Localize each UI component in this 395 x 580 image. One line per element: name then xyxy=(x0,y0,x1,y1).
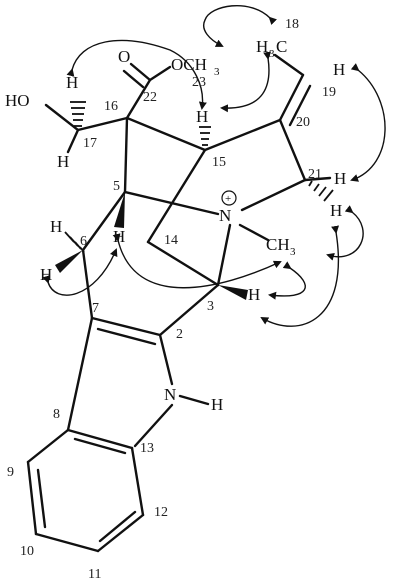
n-methyl-label: CH xyxy=(266,235,290,254)
n-methyl-sub: 3 xyxy=(290,246,296,258)
bond-n1-h xyxy=(180,396,208,404)
indole-n-label: N xyxy=(164,385,177,404)
bond-c15-c14 xyxy=(148,150,205,242)
hash-c17-h-upper xyxy=(70,102,86,126)
wedge-c6-h-lower xyxy=(55,250,83,273)
num-7: 7 xyxy=(92,301,99,316)
num-22: 22 xyxy=(143,90,157,105)
bond-c21-n4 xyxy=(242,180,305,210)
num-20: 20 xyxy=(296,115,310,130)
bond-c14-c3 xyxy=(148,242,218,285)
atom-numbers xyxy=(7,17,336,580)
noe-arrow-19-21 xyxy=(352,70,385,180)
h5-label: H xyxy=(113,227,126,246)
num-19: 19 xyxy=(322,85,336,100)
num-12: 12 xyxy=(154,505,168,520)
bond-c22-o-double-a xyxy=(131,64,150,80)
ester-och-label: OCH xyxy=(171,55,207,74)
num-16: 16 xyxy=(104,99,118,114)
bond-c16-c17 xyxy=(78,118,127,130)
num-6: 6 xyxy=(80,234,87,249)
noe-arrow-5-nme xyxy=(118,240,280,288)
num-15: 15 xyxy=(212,155,226,170)
noe-arrow-18-15 xyxy=(222,58,269,108)
atom-labels xyxy=(5,37,346,414)
h18-methyl-sub: 3 xyxy=(269,48,275,60)
bond-c10-c11 xyxy=(36,534,98,551)
wedge-c3-h xyxy=(218,285,248,300)
h17-lower-label: H xyxy=(57,152,70,171)
num-9: 9 xyxy=(7,465,14,480)
bond-c20-c19 xyxy=(280,75,303,120)
bond-c16-c15 xyxy=(127,118,205,150)
wedge-c5-h xyxy=(114,192,125,228)
bonds xyxy=(28,55,310,551)
h3-label: H xyxy=(248,285,261,304)
bond-c9-c10-inner xyxy=(38,470,45,527)
h6-upper-label: H xyxy=(50,217,63,236)
bond-n1-c13 xyxy=(135,405,172,446)
h15-label: H xyxy=(196,107,209,126)
num-5: 5 xyxy=(113,179,120,194)
bond-c17-h-lower xyxy=(68,130,78,152)
h18-methyl-c: C xyxy=(276,37,288,56)
num-10: 10 xyxy=(20,544,34,559)
bond-c9-c10 xyxy=(28,462,36,534)
noe-arrow-17-15 xyxy=(72,40,203,108)
h17-upper-label: H xyxy=(66,73,79,92)
carbonyl-o-label: O xyxy=(118,47,131,66)
bond-c8-c7 xyxy=(68,318,92,430)
num-2: 2 xyxy=(176,327,183,342)
num-23: 23 xyxy=(192,75,206,90)
indole-h-label: H xyxy=(211,395,224,414)
num-8: 8 xyxy=(53,407,60,422)
h21-right-label: H xyxy=(334,169,347,188)
num-11: 11 xyxy=(88,567,102,580)
num-13: 13 xyxy=(140,441,154,456)
num-18: 18 xyxy=(285,17,299,32)
bond-c8-c9 xyxy=(28,430,68,462)
bond-c15-c20 xyxy=(205,120,280,150)
h19-label: H xyxy=(333,60,346,79)
h21-lower-label: H xyxy=(330,201,343,220)
num-21: 21 xyxy=(308,167,322,182)
bond-c8-c13-inner xyxy=(75,439,125,453)
hydroxyl-label: HO xyxy=(5,91,30,110)
h6-lower-label: H xyxy=(40,265,53,284)
noe-arrow-nme-3 xyxy=(270,268,305,296)
bond-c22-o-double-b xyxy=(124,71,143,87)
num-17: 17 xyxy=(83,136,97,151)
hash-c21-h xyxy=(309,181,333,201)
ester-methyl-sub: 3 xyxy=(214,66,220,78)
hash-c15-h xyxy=(199,127,211,145)
charge-label: + xyxy=(225,193,232,205)
bond-c3-n4 xyxy=(218,225,230,285)
bond-c7-c6 xyxy=(83,250,92,318)
bond-c2-n1 xyxy=(160,335,172,384)
num-14: 14 xyxy=(164,233,178,248)
bond-n4-ch3 xyxy=(240,225,268,240)
num-3: 3 xyxy=(207,299,214,314)
noe-arrow-6-5 xyxy=(48,250,116,295)
bond-c11-c12 xyxy=(98,515,143,551)
bond-c5-c16 xyxy=(125,118,127,192)
n4-label: N xyxy=(219,206,232,225)
bond-c12-c13 xyxy=(132,448,143,515)
bond-c19-c18 xyxy=(275,55,303,75)
bond-c22-o-ester xyxy=(150,67,170,80)
h18-methyl-h: H xyxy=(256,37,269,56)
bond-c7-c2 xyxy=(92,318,160,335)
